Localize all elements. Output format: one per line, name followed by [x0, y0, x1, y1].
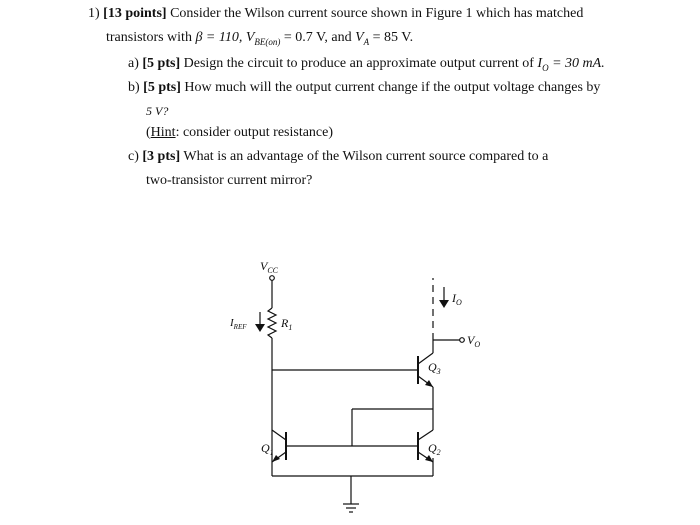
part-c-label: c)	[128, 149, 139, 164]
r1-label: $R_1$	[281, 316, 293, 332]
part-b-text-2: 5 V?	[146, 104, 169, 118]
q2-emitter-arrow-icon	[425, 455, 433, 462]
iref-arrowhead-icon	[255, 324, 265, 332]
part-a-text: Design the circuit to produce an approximate output current of	[180, 56, 538, 71]
vcc-terminal	[270, 276, 275, 281]
part-a-points: [5 pts]	[142, 56, 181, 71]
intro-text: transistors with	[106, 30, 196, 45]
part-c-text-2: two-transistor current mirror?	[146, 173, 313, 188]
vbe-value: = 0.7 V, and	[280, 30, 356, 45]
q3-emitter-arrow-icon	[425, 380, 433, 387]
problem-intro-1: Consider the Wilson current source shown in Figure 1 which has matched	[170, 6, 584, 21]
problem-points: [13 points]	[103, 6, 167, 21]
beta-value: β = 110,	[195, 30, 246, 45]
q1-label: $Q_1$	[261, 441, 274, 457]
resistor-r1	[268, 308, 276, 338]
part-b-label: b)	[128, 80, 140, 95]
vcc-label: $V_{CC}$	[260, 259, 279, 275]
q1-collector	[272, 430, 286, 440]
part-c-text: What is an advantage of the Wilson current source compared to a	[180, 149, 549, 164]
problem-number: 1)	[88, 6, 100, 21]
io-value: = 30 mA.	[548, 56, 605, 71]
part-b-points: [5 pts]	[143, 80, 181, 95]
q2-collector	[418, 430, 433, 440]
vo-terminal	[460, 338, 465, 343]
io-subscript: O	[542, 62, 549, 73]
part-c-points: [3 pts]	[142, 149, 181, 164]
io-arrowhead-icon	[439, 300, 449, 308]
q2-label: $Q_2$	[428, 441, 441, 457]
va-value: = 85 V.	[369, 30, 414, 45]
va-subscript: A	[363, 36, 370, 47]
vo-label: $V_O$	[467, 333, 481, 349]
vbe-subscript: BE(on)	[254, 36, 281, 47]
hint-word: Hint	[150, 125, 176, 140]
va-symbol: V	[355, 30, 364, 45]
hint-text: : consider output resistance)	[175, 125, 334, 140]
iref-label: $I_{REF}$	[230, 317, 247, 331]
q3-label: $Q_3$	[428, 360, 441, 376]
part-b-text: How much will the output current change if the output voltage changes by	[180, 80, 601, 95]
io-symbol: I	[537, 56, 543, 71]
part-b-hint: (Hint: consider output resistance)	[146, 125, 334, 140]
part-a-label: a)	[128, 56, 139, 71]
vbe-symbol: V	[245, 30, 255, 45]
io-label: $I_O$	[452, 291, 462, 307]
